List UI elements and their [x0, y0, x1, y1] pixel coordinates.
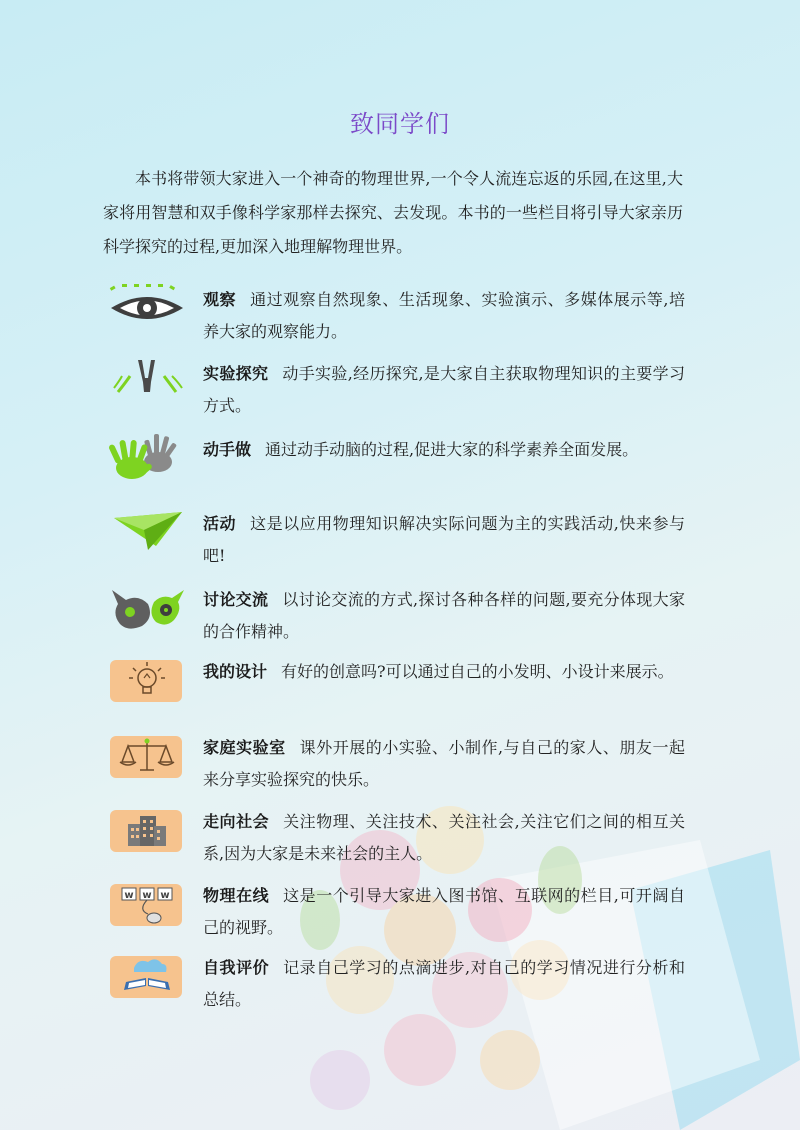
section-discussion [108, 584, 688, 648]
section-label: 实验探究 [203, 364, 269, 383]
section-label: 活动 [203, 514, 237, 533]
svg-text:w: w [160, 890, 170, 901]
section-home-lab [108, 732, 688, 796]
section-description: 动手实验,经历探究,是大家自主获取物理知识的主要学习方式。 [203, 364, 685, 415]
section-label: 家庭实验室 [203, 738, 286, 757]
section-label: 物理在线 [203, 886, 270, 905]
section-description: 记录自己学习的点滴进步,对自己的学习情况进行分析和总结。 [203, 958, 685, 1009]
eye-icon [108, 284, 186, 334]
open-book-icon [108, 952, 186, 1002]
section-hands-on [108, 434, 688, 498]
paper-plane-icon [108, 508, 186, 558]
section-description: 课外开展的小实验、小制作,与自己的家人、朋友一起来分享实验探究的快乐。 [203, 738, 685, 789]
section-description: 有好的创意吗?可以通过自己的小发明、小设计来展示。 [281, 662, 674, 681]
section-online [108, 880, 688, 944]
section-label: 我的设计 [203, 662, 268, 681]
section-description: 这是一个引导大家进入图书馆、互联网的栏目,可开阔自己的视野。 [203, 886, 685, 937]
page-title: 致同学们 [350, 110, 450, 138]
lightbulb-icon [108, 656, 186, 706]
www-mouse-icon [108, 880, 186, 930]
hands-icon [108, 434, 186, 484]
svg-text:w: w [142, 890, 152, 901]
svg-text:w: w [124, 890, 134, 901]
balance-scale-icon [108, 732, 186, 782]
section-label: 观察 [203, 290, 237, 309]
section-self-evaluation [108, 952, 688, 1016]
section-label: 讨论交流 [203, 590, 269, 609]
section-description: 这是以应用物理知识解决实际问题为主的实践活动,快来参与吧! [203, 514, 685, 565]
section-my-design [108, 656, 688, 720]
intro-paragraph: 本书将带领大家进入一个神奇的物理世界,一个令人流连忘返的乐园,在这里,大家将用智慧和双手像科学家那样去探究、去发现。本书的一些栏目将引导大家亲历科学探究的过程,更加深入地理解物理世界。 [103, 169, 683, 256]
section-description: 以讨论交流的方式,探讨各种各样的问题,要充分体现大家的合作精神。 [203, 590, 685, 641]
section-label: 走向社会 [203, 812, 270, 831]
section-description: 关注物理、关注技术、关注社会,关注它们之间的相互关系,因为大家是未来社会的主人。 [203, 812, 685, 863]
section-label: 动手做 [203, 440, 252, 459]
section-society [108, 806, 688, 870]
section-description: 通过观察自然现象、生活现象、实验演示、多媒体展示等,培养大家的观察能力。 [203, 290, 685, 341]
discussion-icon [108, 584, 186, 634]
section-activity [108, 508, 688, 572]
section-description: 通过动手动脑的过程,促进大家的科学素养全面发展。 [265, 440, 639, 459]
section-label: 自我评价 [203, 958, 270, 977]
section-observe [108, 284, 688, 348]
buildings-icon [108, 806, 186, 856]
tuning-fork-icon [108, 358, 186, 408]
section-experiment [108, 358, 688, 422]
